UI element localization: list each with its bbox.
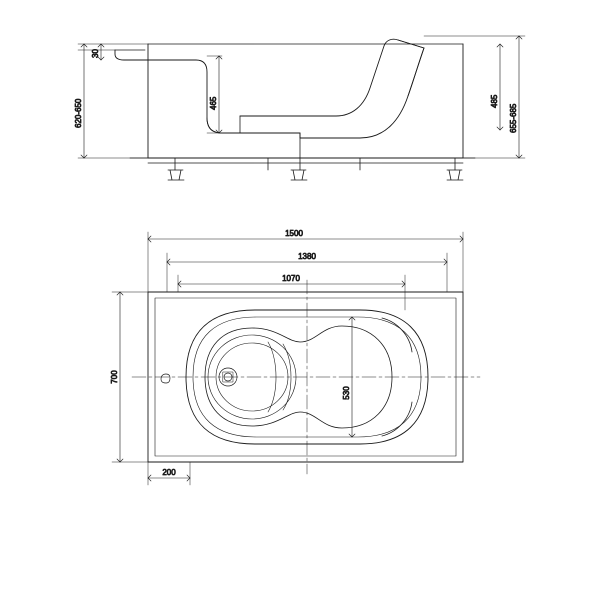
plan-view <box>110 229 480 485</box>
dim-overall-height-label: 620-650 <box>74 98 83 128</box>
elevation-feet <box>168 170 463 180</box>
dim-rim-offset-label: 30 <box>91 49 100 58</box>
dim-bowl-width-label: 530 <box>342 386 351 400</box>
elevation-backrest-curve <box>408 48 424 96</box>
dim-inner-length-label: 1380 <box>298 252 316 261</box>
dim-inner-depth <box>207 56 222 133</box>
dim-overall-length <box>148 236 463 242</box>
dim-right-inner-depth <box>497 44 503 130</box>
dim-bowl-length-label: 1070 <box>282 274 300 283</box>
dim-right-overall-height <box>424 36 525 158</box>
dim-right-inner-depth-label: 485 <box>490 94 499 108</box>
elevation-view <box>74 36 525 180</box>
dim-drain-offset-label: 200 <box>162 468 176 477</box>
elevation-tub-profile <box>115 39 424 138</box>
plan-overflow-fitting <box>161 374 170 383</box>
dim-right-overall-height-label: 655-685 <box>509 103 518 133</box>
dim-overall-length-label: 1500 <box>285 229 303 238</box>
elevation-frame <box>148 44 463 158</box>
dim-overall-width-label: 700 <box>110 370 119 384</box>
dim-inner-depth-label: 465 <box>209 96 218 110</box>
